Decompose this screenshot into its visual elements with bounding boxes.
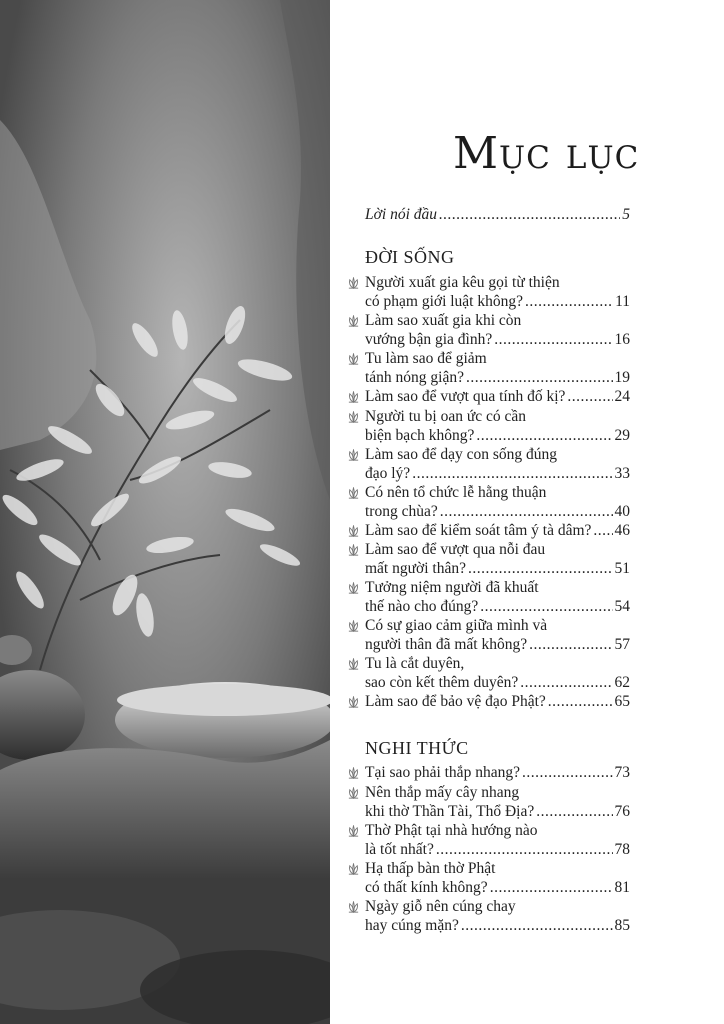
toc-page-number: 33 [614,464,630,482]
dot-leader [468,559,613,578]
lotus-bullet-icon [347,786,360,799]
lotus-bullet-icon [347,352,360,365]
zen-plant-stones-image [0,0,330,1024]
dot-leader [593,521,612,540]
toc-entry[interactable] [365,578,630,616]
section-heading: ĐỜI SỐNG [365,247,455,267]
lotus-bullet-icon [347,619,360,632]
toc-entry-title-line: tánh nóng giận? [365,369,465,386]
dot-leader [525,292,613,311]
lotus-bullet-icon [347,695,360,708]
dot-leader [529,635,612,654]
dot-leader [440,502,613,521]
lotus-bullet-icon [347,448,360,461]
toc-entry[interactable] [365,654,630,692]
toc-entry-title-line: sao còn kết thêm duyên? [365,674,519,691]
dot-leader [567,387,612,406]
toc-entry-title-line: Nên thắp mấy cây nhang [365,783,520,801]
toc-entry-title-line: người thân đã mất không? [365,636,528,653]
toc-entry[interactable] [365,387,630,406]
toc-entry-title-line: Tu làm sao để giảm [365,350,487,367]
dot-leader [466,368,612,387]
toc-entry[interactable] [365,349,630,387]
page-title-text: Mục lục [453,128,640,179]
dot-leader [439,205,620,224]
toc-entry[interactable] [365,540,630,578]
toc-entry-title-line: Tu là cắt duyên, [365,655,465,672]
toc-entry-title-line: Có nên tổ chức lễ hằng thuận [365,483,547,501]
toc-entry-title-line: thế nào cho đúng? [365,598,479,615]
dot-leader [436,840,613,859]
toc-entry[interactable] [365,311,630,349]
dot-leader [490,878,613,897]
toc-page-number: 65 [614,693,630,710]
toc-entry-title-line: Người tu bị oan ức có cần [365,407,527,425]
toc-entry-title-line: Có sự giao cảm giữa mình và [365,617,548,634]
cover-photo [0,0,330,1024]
lotus-bullet-icon [347,314,360,327]
toc-entry-title-line: Tưởng niệm người đã khuất [365,579,539,596]
toc-page-number: 40 [614,502,630,520]
dot-leader [461,916,613,935]
page-title [453,128,639,179]
toc-page-number: 11 [615,293,630,310]
toc-entry[interactable] [365,445,630,483]
lotus-bullet-icon [347,543,360,556]
dot-leader [412,464,612,483]
toc-entry[interactable] [365,692,630,711]
toc-entry-title-line: Làm sao để vượt qua nỗi đau [365,541,546,558]
toc-entry[interactable] [365,521,630,540]
toc-entry[interactable] [365,616,630,654]
lotus-bullet-icon [347,276,360,289]
toc-entry-title-line: Người xuất gia kêu gọi từ thiện [365,274,560,291]
toc-page-number: 62 [614,674,630,691]
dot-leader [480,597,612,616]
toc-entry[interactable] [365,821,630,859]
dot-leader [520,673,612,692]
lotus-bullet-icon [347,390,360,403]
toc-entry-title-line: có phạm giới luật không? [365,293,523,310]
toc-entry-title-line: Làm sao xuất gia khi còn [365,312,522,329]
lotus-bullet-icon [347,657,360,670]
toc-entry-title-line: Làm sao để dạy con sống đúng [365,445,557,463]
toc-entry-preface[interactable] [365,205,630,224]
toc-entry-label: Lời nói đầu [365,206,438,223]
dot-leader [476,426,612,445]
toc-entry-title-line: trong chùa? [365,502,438,520]
toc-page-number: 5 [622,206,630,223]
dot-leader [548,692,613,711]
toc-entry-title-line: mất người thân? [365,560,466,577]
lotus-bullet-icon [347,900,360,913]
toc-entry-title-line: là tốt nhất? [365,840,434,858]
toc-entry-title-line: có thất kính không? [365,878,488,896]
lotus-bullet-icon [347,862,360,875]
toc-entry[interactable] [365,897,630,935]
toc-page-number: 54 [614,598,630,615]
toc-entry-title-line: Làm sao để vượt qua tính đố kị? [365,388,566,405]
toc-page-number: 57 [614,636,630,653]
toc-page-number: 24 [614,388,630,405]
toc-entry-title-line: Hạ thấp bàn thờ Phật [365,859,496,877]
toc-page-number: 76 [614,802,630,820]
table-of-contents [345,0,640,1024]
dot-leader [536,802,612,821]
lotus-bullet-icon [347,766,360,779]
toc-entry-title-line: Làm sao để kiểm soát tâm ý tà dâm? [365,521,592,539]
toc-page-number: 73 [614,764,630,781]
toc-page-number: 19 [614,369,630,386]
toc-page-number: 51 [614,560,630,577]
toc-page-number: 29 [614,426,630,444]
toc-entry-title-line: vướng bận gia đình? [365,331,493,348]
lotus-bullet-icon [347,581,360,594]
toc-entry[interactable] [365,483,630,521]
toc-page-number: 16 [614,331,630,348]
toc-entry[interactable] [365,859,630,897]
toc-entry-title-line: đạo lý? [365,464,411,482]
lotus-bullet-icon [347,486,360,499]
toc-entry-title-line: khi thờ Thần Tài, Thổ Địa? [365,802,535,820]
toc-page-number: 85 [614,916,630,934]
dot-leader [494,330,612,349]
toc-page-number: 78 [614,840,630,858]
toc-entry[interactable] [365,763,630,782]
toc-page-number: 46 [614,521,630,539]
toc-entry-title-line: Thờ Phật tại nhà hướng nào [365,821,538,839]
toc-entry[interactable] [365,407,630,445]
toc-entry-title-line: hay cúng mặn? [365,916,459,934]
toc-entry-title-line: Ngày giỗ nên cúng chay [365,897,516,915]
lotus-bullet-icon [347,824,360,837]
dot-leader [522,763,613,782]
lotus-bullet-icon [347,524,360,537]
lotus-bullet-icon [347,410,360,423]
toc-entry-title-line: Tại sao phải thắp nhang? [365,764,520,781]
toc-entry-title-line: biện bạch không? [365,426,475,444]
toc-entry-title-line: Làm sao để bảo vệ đạo Phật? [365,693,546,710]
toc-entry[interactable] [365,273,630,311]
toc-page-number: 81 [614,878,630,896]
toc-entry[interactable] [365,783,630,821]
section-heading: NGHI THỨC [365,738,469,758]
